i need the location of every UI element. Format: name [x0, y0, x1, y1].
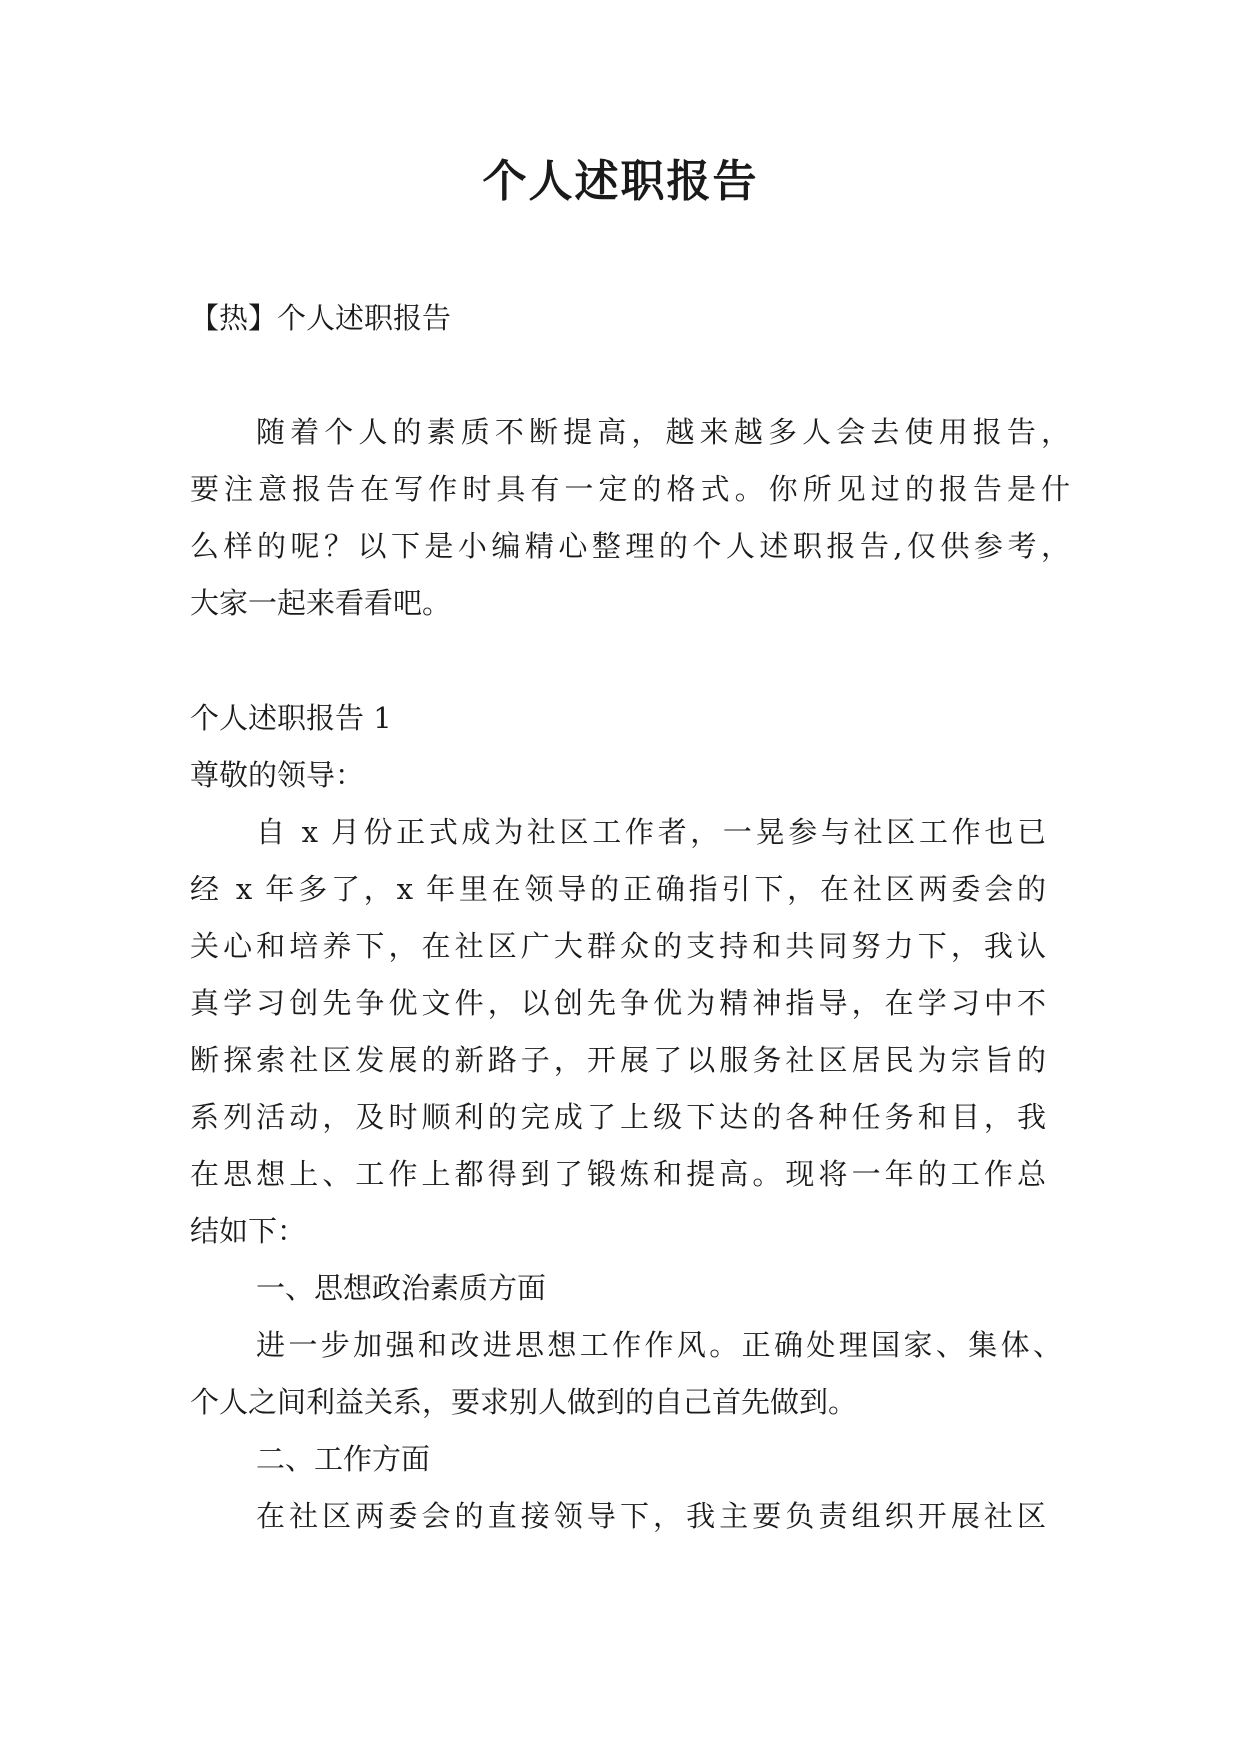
- body-line-2: 经 x 年多了，x 年里在领导的正确指引下，在社区两委会的: [190, 872, 1046, 906]
- section-heading: 个人述职报告 1: [190, 701, 392, 735]
- document-subtitle: 【热】个人述职报告: [190, 301, 452, 335]
- intro-line-4: 大家一起来看看吧。: [190, 586, 452, 620]
- point-2-line-1: 在社区两委会的直接领导下，我主要负责组织开展社区: [256, 1499, 1046, 1533]
- body-line-3: 关心和培养下，在社区广大群众的支持和共同努力下，我认: [190, 929, 1046, 963]
- point-2-heading: 二、工作方面: [256, 1442, 431, 1476]
- point-1-line-2: 个人之间利益关系，要求别人做到的自己首先做到。: [190, 1385, 858, 1419]
- document-title: 个人述职报告: [482, 156, 759, 207]
- body-line-7: 在思想上、工作上都得到了锻炼和提高。现将一年的工作总: [190, 1157, 1046, 1191]
- point-1-line-1: 进一步加强和改进思想工作作风。正确处理国家、集体、: [256, 1328, 1062, 1362]
- intro-line-2: 要注意报告在写作时具有一定的格式。你所见过的报告是什: [190, 472, 1070, 506]
- salutation: 尊敬的领导：: [190, 758, 365, 792]
- point-1-heading: 一、思想政治素质方面: [256, 1271, 547, 1305]
- body-line-6: 系列活动，及时顺利的完成了上级下达的各种任务和目，我: [190, 1100, 1046, 1134]
- body-line-8: 结如下：: [190, 1214, 307, 1248]
- body-line-1: 自 x 月份正式成为社区工作者，一晃参与社区工作也已: [256, 815, 1046, 849]
- intro-line-3: 么样的呢？以下是小编精心整理的个人述职报告,仅供参考，: [190, 529, 1070, 563]
- body-line-5: 断探索社区发展的新路子，开展了以服务社区居民为宗旨的: [190, 1043, 1046, 1077]
- intro-line-1: 随着个人的素质不断提高，越来越多人会去使用报告，: [256, 415, 1070, 449]
- body-line-4: 真学习创先争优文件，以创先争优为精神指导，在学习中不: [190, 986, 1046, 1020]
